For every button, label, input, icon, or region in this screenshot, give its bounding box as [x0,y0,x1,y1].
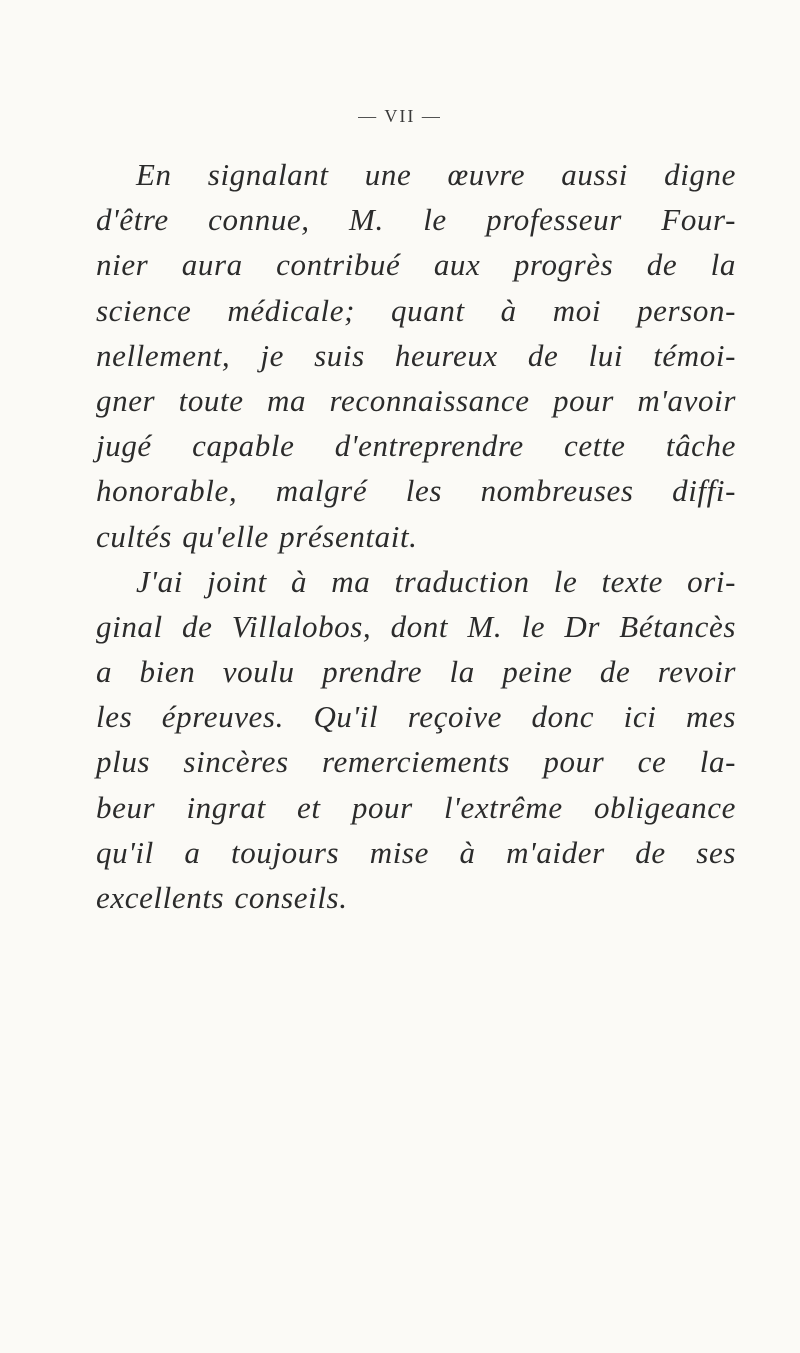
text-line: a bien voulu prendre la peine de revoir [96,654,736,690]
text-line: cultés qu'elle présentait. [96,518,418,554]
text-line: J'ai joint à ma traduction le texte ori- [136,563,736,599]
text-line: En signalant une œuvre aussi digne [136,157,736,192]
paragraph-2 [96,559,736,921]
text-line: les épreuves. Qu'il reçoive donc ici mes [96,699,736,735]
text-line: plus sincères remerciements pour ce la- [96,744,736,780]
text-line: honorable, malgré les nombreuses diffi- [96,473,736,509]
text-line: d'être connue, M. le professeur Four- [96,202,736,238]
text-line: jugé capable d'entreprendre cette tâche [96,428,736,464]
text-line: excellents conseils. [96,880,348,915]
body-text [96,152,736,920]
text-line: science médicale; quant à moi person- [96,292,736,328]
text-line: beur ingrat et pour l'extrême obligeance [96,789,736,825]
text-line: qu'il a toujours mise à m'aider de ses [96,834,736,870]
paragraph-1 [96,152,736,559]
text-line: nellement, je suis heureux de lui témoi- [96,337,736,373]
text-line: gner toute ma reconnaissance pour m'avoir [96,382,736,418]
text-line: ginal de Villalobos, dont M. le Dr Bétancès [96,608,736,644]
page-number: — VII — [358,106,442,126]
text-line: nier aura contribué aux progrès de la [96,247,736,283]
